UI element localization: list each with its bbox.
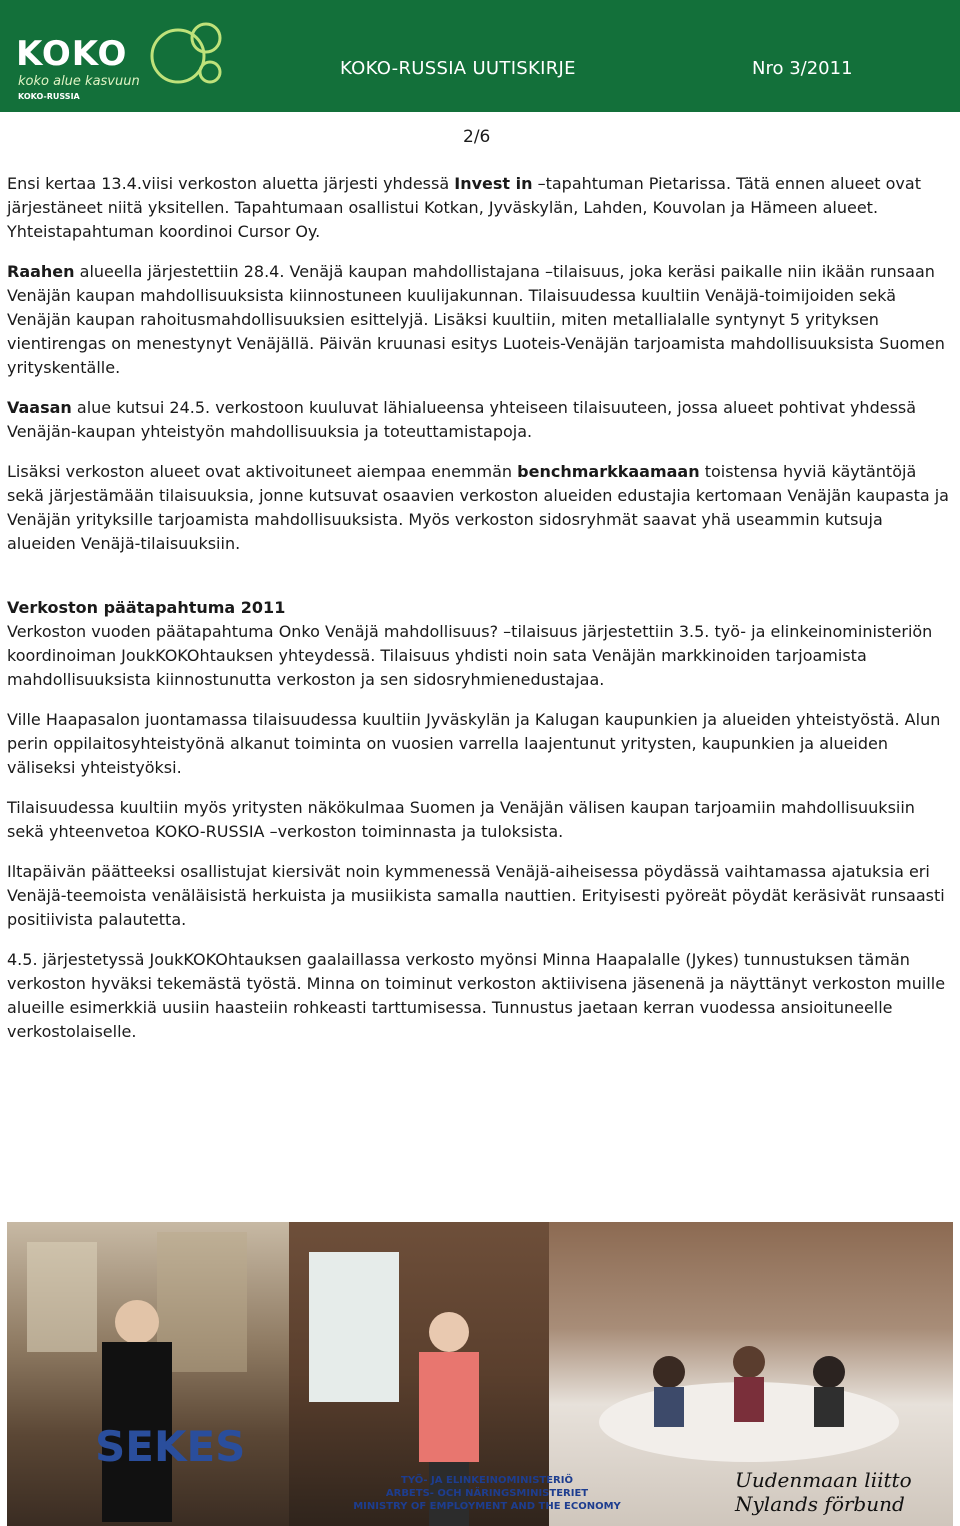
paragraph-benchmarking: Lisäksi verkoston alueet ovat aktivoituneet aiempaa enemmän benchmarkkaamaan toistensa hyviä käytäntöjä sekä järjestämään tilaisuuksia, jonne kutsuvat osaavien verkoston alueiden edustajia kertomaan Venäjän kaupasta ja Venäjän yrityksille tarjoamista mahdollisuuksista. Myös verkoston sidosryhmät saavat yhä useammin kutsuja alueiden Venäjä-tilaisuuksiin. — [7, 462, 949, 553]
logo-word: KOKO — [16, 34, 128, 74]
uudenmaan-liitto-logo: Uudenmaan liitto Nylands förbund — [735, 1468, 912, 1516]
newsletter-header — [0, 0, 960, 112]
sekes-logo: SEKES — [95, 1422, 246, 1471]
newsletter-title: KOKO-RUSSIA UUTISKIRJE — [340, 58, 576, 79]
bubbles-icon — [148, 16, 228, 96]
paragraph-award: 4.5. järjestetyssä JoukKOKOhtauksen gaalaillassa verkosto myönsi Minna Haapalalle (Jykes) tunnustuksen tämän verkoston hyväksi tekemästä työstä. Minna on toiminut verkoston aktiivisena jäsenenä ja näyttänyt verkoston muille alueille esimerkkiä uusiin haasteiin rohkeasti tarttumisessa. Tunnustus jaetaan kerran vuodessa ansioituneelle verkostolaiselle. — [7, 950, 946, 1041]
section-heading: Verkoston päätapahtuma 2011 — [7, 598, 286, 617]
logo-tagline: koko alue kasvuun — [18, 74, 140, 89]
paragraph-vaasa: Vaasan alue kutsui 24.5. verkostoon kuuluvat lähialueensa yhteiseen tilaisuuteen, jossa alueet pohtivat yhdessä Venäjän-kaupan yhteistyön mahdollisuuksia ja toteuttamistapoja. — [7, 398, 917, 441]
footer-logos — [7, 1410, 953, 1526]
ministry-logo: TYÖ- JA ELINKEINOMINISTERIÖ ARBETS- OCH NÄRINGSMINISTERIET MINISTRY OF EMPLOYMENT AND THE ECONOMY — [353, 1475, 621, 1512]
logo-subtitle: KOKO-RUSSIA — [18, 92, 80, 101]
paragraph-afternoon: Iltapäivän päätteeksi osallistujat kiersivät noin kymmenessä Venäjä-aiheisessa pöydässä vaihtamassa ajatuksia eri Venäjä-teemoista venäläisistä herkuista ja musiikista samalla nauttien. Erityisesti pyöreät pöydät keräsivät runsaasti positiivista palautetta. — [7, 862, 945, 929]
koko-logo — [8, 12, 228, 102]
paragraph-raahe: Raahen alueella järjestettiin 28.4. Venäjä kaupan mahdollistajana –tilaisuus, joka keräsi paikalle niin ikään runsaan Venäjän kaupan mahdollisuuksista kiinnostuneen kuulijakunnan. Tilaisuudessa kuultiin Venäjä-toimijoiden sekä Venäjän kaupan rahoitusmahdollisuuksien esittelyjä. Lisäksi kuultiin, miten metallialalle syntynyt 5 yrityksen vientirengas on menestynyt Venäjällä. Päivän kruunasi esitys Luoteis-Venäjän tarjoamista mahdollisuuksista Suomen yrityskentälle. — [7, 262, 945, 377]
article-body — [7, 172, 953, 1060]
paragraph-haapasalo: Ville Haapasalon juontamassa tilaisuudessa kuultiin Jyväskylän ja Kalugan kaupunkien ja alueiden yhteistyöstä. Alun perin oppilaitosyhteistyönä alkanut toiminta on vuosien varrella laajentunut yritysten, kaupunkien ja alueiden väliseksi yhteistyöksi. — [7, 710, 941, 777]
page-number: 2/6 — [463, 127, 491, 147]
paragraph-invest-in: Ensi kertaa 13.4.viisi verkoston aluetta järjesti yhdessä Invest in –tapahtuman Pietarissa. Tätä ennen alueet ovat järjestäneet niitä yksitellen. Tapahtumaan osallistui Kotkan, Jyväskylän, Lahden, Kouvolan ja Hämeen alueet. Yhteistapahtuman koordinoi Cursor Oy. — [7, 174, 921, 241]
paragraph-main-event: Verkoston vuoden päätapahtuma Onko Venäjä mahdollisuus? –tilaisuus järjestettiin 3.5. työ- ja elinkeinoministeriön koordinoiman JoukKOKOhtauksen yhteydessä. Tilaisuus yhdisti noin sata Venäjän markkinoiden tarjoamista mahdollisuuksista kiinnostunutta verkoston ja sen sidosryhmienedustajaa. — [7, 622, 933, 689]
issue-number: Nro 3/2011 — [752, 58, 853, 79]
paragraph-companies: Tilaisuudessa kuultiin myös yritysten näkökulmaa Suomen ja Venäjän välisen kaupan tarjoamiin mahdollisuuksiin sekä yhteenvetoa KOKO-RUSSIA –verkoston toiminnasta ja tuloksista. — [7, 798, 915, 841]
